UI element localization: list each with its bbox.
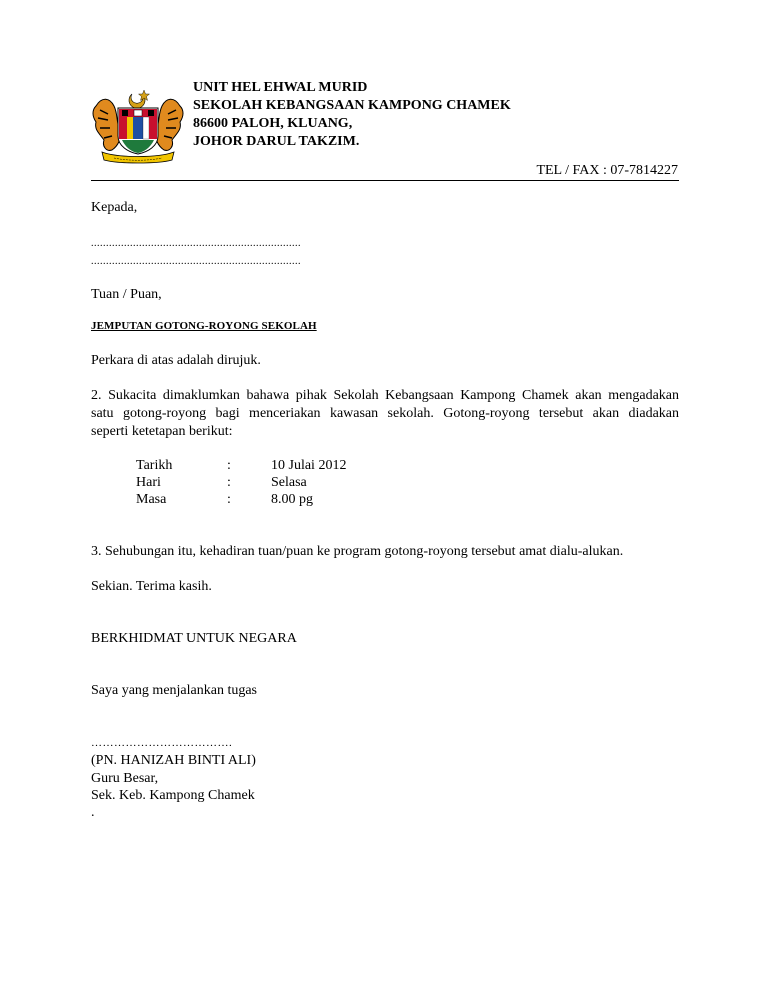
- closing-remark: Sekian. Terima kasih.: [91, 579, 212, 594]
- detail-label: Masa: [136, 492, 167, 507]
- detail-separator: :: [227, 492, 231, 507]
- letterhead-postcode-town: 86600 PALOH, KLUANG,: [193, 116, 353, 131]
- signatory-title: Guru Besar,: [91, 771, 159, 786]
- recipient-blank-line: ......................................................................: [91, 238, 301, 249]
- body-paragraph-2-line: seperti ketetapan berikut:: [91, 424, 233, 439]
- letterhead-unit: UNIT HEL EHWAL MURID: [193, 80, 368, 95]
- detail-value: 8.00 pg: [271, 492, 313, 507]
- signatory-school: Sek. Keb. Kampong Chamek: [91, 788, 255, 803]
- motto: BERKHIDMAT UNTUK NEGARA: [91, 631, 297, 646]
- detail-separator: :: [227, 458, 231, 473]
- subject-heading: JEMPUTAN GOTONG-ROYONG SEKOLAH: [91, 320, 317, 332]
- signature-intro: Saya yang menjalankan tugas: [91, 683, 258, 698]
- letterhead-address: [193, 79, 511, 151]
- body-paragraph-3: 3. Sehubungan itu, kehadiran tuan/puan ke program gotong-royong tersebut amat dialu-alukan.: [91, 544, 624, 559]
- malaysia-coat-of-arms-icon: [88, 86, 188, 166]
- body-paragraph-2: [91, 387, 679, 441]
- letterhead-school: SEKOLAH KEBANGSAAN KAMPONG CHAMEK: [193, 98, 511, 113]
- signature-line: ……………………………….: [91, 737, 233, 749]
- body-paragraph-1: Perkara di atas adalah dirujuk.: [91, 353, 261, 368]
- detail-separator: :: [227, 475, 231, 490]
- body-paragraph-2-line: satu gotong-royong bagi menceriakan kawasan sekolah. Gotong-royong tersebut akan diadakan: [91, 406, 679, 421]
- detail-value: Selasa: [271, 475, 307, 490]
- detail-value: 10 Julai 2012: [271, 458, 347, 473]
- signatory-name: (PN. HANIZAH BINTI ALI): [91, 753, 256, 768]
- salutation: Tuan / Puan,: [91, 287, 162, 302]
- detail-label: Hari: [136, 475, 161, 490]
- letterhead-state: JOHOR DARUL TAKZIM.: [193, 134, 360, 149]
- recipient-label: Kepada,: [91, 200, 138, 215]
- body-paragraph-2-line: 2. Sukacita dimaklumkan bahawa pihak Sekolah Kebangsaan Kampong Chamek akan mengadakan: [91, 388, 679, 403]
- detail-label: Tarikh: [136, 458, 173, 473]
- recipient-blank-line: ......................................................................: [91, 256, 301, 267]
- letterhead-divider: [91, 180, 679, 181]
- trailing-dot: .: [91, 805, 95, 820]
- tel-fax: TEL / FAX : 07-7814227: [536, 163, 678, 178]
